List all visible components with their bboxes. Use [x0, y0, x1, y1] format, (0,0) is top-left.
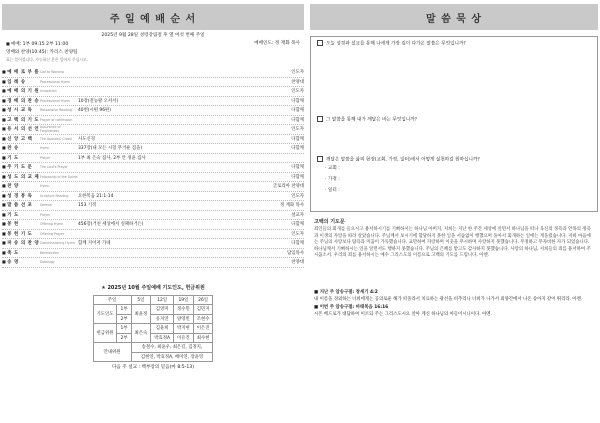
square-icon: ■ [2, 259, 7, 265]
last-week-verse [310, 290, 598, 303]
order-item-english: The Apostles' Creed [40, 136, 72, 141]
order-item-english: Responsive Reading [40, 108, 73, 113]
order-item-name: ■경 배 의 찬 송 [2, 97, 40, 104]
order-row [2, 182, 304, 192]
order-item-desc: 요한복음 21:1-14 [78, 193, 114, 199]
practice-line: · 일터 : [325, 187, 340, 193]
order-item-person: 정 재화 목사 [280, 203, 304, 209]
square-icon: ■ [2, 211, 7, 217]
order-item-english: Call to Worship [40, 70, 64, 75]
order-item-person: 다함께 [291, 117, 304, 123]
checkbox-icon [317, 40, 323, 46]
order-item-name: ■봉 헌 기 도 [2, 230, 33, 237]
order-row [2, 239, 304, 249]
order-item-english: Prayer [40, 212, 51, 217]
order-item-english: Prayer [40, 155, 51, 160]
order-item-name: ■봉 헌 [2, 221, 19, 228]
order-item-name: ■축 도 [2, 249, 19, 256]
preacher: 예배인도: 정 재화 목사 [254, 40, 300, 46]
this-week-verse [310, 305, 598, 318]
duty-cell: 박지현 [174, 324, 194, 334]
duty-lead: 최은숙 [131, 324, 151, 343]
usher-names: 김현연, 박효정A, 배미연, 장윤영 [131, 352, 213, 362]
worship-order-title: 주 일 예 배 순 서 [2, 4, 304, 30]
duty-header-cell: 12일 [151, 295, 174, 305]
duty-cell: 김윤희 [151, 324, 174, 334]
duty-cell: 이은진 [193, 324, 213, 334]
duty-cell: 김영미 [151, 305, 174, 315]
duty-header-cell: 5일 [131, 295, 151, 305]
order-item-person: 담임목사 [287, 250, 304, 256]
duty-cell: 유지연 [151, 314, 174, 324]
practice-line: · 가정 : [325, 176, 340, 182]
order-row [2, 173, 304, 183]
next-week-sermon: 다음 주 설교 : 백부장의 믿음(마 8:5-13) [111, 365, 195, 371]
duty-title: ★ 2025년 10월 주일예배 기도인도, 헌금위원 [101, 284, 205, 291]
order-item-person: 찬양대 [291, 260, 304, 266]
service-info [2, 30, 304, 68]
order-row [2, 116, 304, 126]
square-icon: ■ [2, 164, 7, 170]
square-icon: ■ [2, 202, 7, 208]
order-item-name: ■파 송 의 찬 양 [2, 240, 40, 247]
order-row [2, 211, 304, 221]
question-2: 그 말씀을 통해 내가 깨달은 바는 무엇입니까? [311, 113, 597, 153]
meditation-panel [310, 4, 598, 318]
order-item-name: ■찬 송 [2, 145, 19, 152]
order-item-person: 인도자 [291, 127, 304, 133]
meditation-title: 말 씀 묵 상 [310, 4, 598, 30]
order-item-person: 인도자 [291, 231, 304, 237]
square-icon: ■ [2, 173, 7, 179]
order-row [2, 97, 304, 107]
worship-order-panel [2, 4, 304, 370]
order-item-name: ■신 앙 고 백 [2, 135, 33, 142]
duty-header-row [93, 295, 213, 305]
order-item-person: 다함께 [291, 165, 304, 171]
order-item-name: ■예 배 로 부 름 [2, 69, 40, 76]
duty-part: 2부 [117, 314, 131, 324]
table-row [93, 305, 213, 315]
order-item-english: Fellowship of the Saints [40, 174, 78, 179]
duty-cell: 최수현 [193, 333, 213, 343]
square-icon: ■ [314, 305, 320, 311]
order-item-person: 다함께 [291, 98, 304, 104]
order-item-person: 다함께 [291, 136, 304, 142]
order-row [2, 192, 304, 202]
order-item-name: ■송 영 [2, 259, 19, 266]
order-item-person: 다함께 [291, 222, 304, 228]
square-icon: ■ [2, 221, 7, 227]
order-item-name: ■예 배 의 기 원 [2, 88, 40, 95]
youth-worship: 영배와 찬양(10:45): 카리스 찬양팀 [6, 49, 78, 55]
star-icon: ★ [101, 284, 108, 291]
worship-times: ■예배: 1부 09:15 2부 11:00 [6, 40, 69, 47]
order-item-english: Benediction [40, 250, 59, 255]
order-item-name: ■성 시 교 독 [2, 107, 33, 114]
prayer-text: 죄인들의 회개를 들으시고 용서하시기를 기뻐하시는 하나님 아버지, 저희는 지난 한 주간 세상에 살면서 하나님을 떠나 육신의 정욕과 안목의 정욕과 이생의 자랑을 따라 살았습니다. 주님께서 보시기에 합당하지 못한 일을 서슴없이 행했으며 돌아서 회개하는 일에는 게을렀습니다. 저희 마음에는 주님의 사랑보다 탐욕과 미움이 가득했습니다. 교만하여 자랑하며 이웃을 무시하며 사랑하지 못했습니다. 무정하고 무자비한 자가 되었습니다. 하나님께서 기뻐하시는 일을 알면서도 행하지 못했습니다. 주님의 은혜를 받고도 감사하지 못했습니다. 사랑의 하나님, 저희들의 죄를 용서하여 주시옵소서. 우리의 죄를 용서하시는 예수 그리스도의 이름으로 고백의 기도를 드립니다. 아멘. [314, 227, 591, 259]
order-item-english: The Lord's Prayer [40, 165, 68, 170]
order-item-english: Offering Hymn [40, 222, 64, 227]
order-item-name: ■고 백 의 기 도 [2, 116, 40, 123]
order-item-person: 글로리아 찬양대 [272, 184, 304, 190]
order-item-name: ■말 씀 선 포 [2, 202, 33, 209]
square-icon: ■ [2, 69, 7, 75]
order-item-desc: 10장(전능왕 오셔서) [78, 98, 119, 104]
order-item-person: 찬양대 [291, 79, 304, 85]
order-item-name: ■주 기 도 문 [2, 164, 33, 171]
order-item-desc: 함께 지어져 가네 [78, 241, 111, 247]
order-row [2, 154, 304, 164]
duty-header-cell: 19일 [174, 295, 194, 305]
date-line: 2025년 9월 28일 성령강림절 후 열 여섯 번째 주일 [101, 33, 205, 38]
checkbox-icon [317, 156, 323, 162]
order-item-desc: 40번(시편 96편) [78, 108, 111, 114]
square-icon: ■ [2, 183, 7, 189]
order-item-name: ■용 서 의 선 언 [2, 126, 40, 133]
duty-part: 2부 [117, 333, 131, 343]
order-item-english: Sermon [40, 203, 53, 208]
order-item-name: ■입 례 송 [2, 78, 26, 85]
question-3: 깨달은 말씀을 삶의 현장(교회, 가정, 일터)에서 어떻게 실천하길 원하십니까? · 교회 : · 가정 : · 일터 : [311, 153, 597, 211]
square-icon: ■ [6, 40, 10, 46]
this-week-verse-title: ■ 이번 주 암송구절: 마태복음 16:16 [314, 305, 389, 311]
order-item-person: 설교자 [291, 212, 304, 218]
standing-note: 표는 일어섭니다. 가능하신 분은 일어서 주십시오. [6, 57, 88, 63]
order-item-english: Assurance of Forgiveness [40, 125, 61, 134]
order-row [2, 125, 304, 135]
order-row [2, 258, 304, 268]
square-icon: ■ [2, 116, 7, 122]
order-row [2, 68, 304, 78]
checkbox-icon [317, 116, 323, 122]
square-icon: ■ [2, 88, 7, 94]
last-week-verse-title: ■ 지난 주 암송구절: 창세기 4:2 [314, 289, 378, 295]
usher-names: 송철수, 최윤우, 최은길, 김정지, [131, 343, 213, 353]
order-row [2, 144, 304, 154]
order-item-name: ■찬 양 [2, 183, 19, 190]
square-icon: ■ [2, 192, 7, 198]
order-item-person: 인도자 [291, 70, 304, 76]
duty-cell: 조현수 [193, 314, 213, 324]
order-row [2, 106, 304, 116]
order-item-desc: 337장(내 모든 시험 무거운 짐을) [78, 146, 143, 152]
order-row [2, 249, 304, 259]
order-item-english: Invocation [40, 89, 57, 94]
question-1: 오늘 성경과 설교를 통해 나에게 가장 깊이 다가온 말씀은 무엇입니까? [311, 37, 597, 113]
order-row [2, 220, 304, 230]
order-row [2, 87, 304, 97]
order-list [2, 68, 304, 268]
order-item-english: Offering Prayer [40, 231, 65, 236]
order-item-person: 인도자 [291, 193, 304, 199]
duty-header-cell: 26일 [193, 295, 213, 305]
order-row [2, 163, 304, 173]
order-item-person: 인도자 [291, 89, 304, 95]
order-item-desc: 456장(거친 세상에서 실패하거든) [78, 222, 144, 228]
order-row [2, 230, 304, 240]
duty-header-cell: 주일 [93, 295, 131, 305]
square-icon: ■ [2, 249, 7, 255]
duty-lead: 최윤정 [131, 305, 151, 324]
last-week-verse-text: 내 이름을 경외하는 너희에게는 공의로운 해가 떠올라서 치료하는 광선을 비추리니 너희가 나가서 외양간에서 나온 송아지 같이 뛰리라. 아멘. [314, 296, 583, 302]
duty-group: 헌금위원 [93, 324, 117, 343]
order-item-person: 다함께 [291, 174, 304, 180]
square-icon: ■ [2, 97, 7, 103]
square-icon: ■ [2, 145, 7, 151]
practice-lines [325, 163, 591, 196]
duty-cell: 박효정A [151, 333, 174, 343]
order-item-desc: 사도신경 [78, 136, 95, 142]
order-row [2, 135, 304, 145]
prayer-title: 고백의 기도문 [314, 219, 345, 225]
question-box [310, 36, 598, 212]
order-row [2, 201, 304, 211]
duty-group: 기도인도 [93, 305, 117, 324]
order-item-english: Commissioning Hymn [40, 241, 75, 246]
order-item-english: Doxology [40, 260, 55, 265]
square-icon: ■ [2, 230, 7, 236]
this-week-verse-text: 시몬 베드로가 대답하여 이르되 주는 그리스도시요 살아 계신 하나님의 아들이시니이다. 아멘. [314, 311, 492, 317]
order-item-english: Processional Hymn [40, 79, 71, 84]
order-item-person: 다함께 [291, 146, 304, 152]
duty-group: 안내위원 [93, 343, 131, 362]
duty-cell: 김민지 [193, 305, 213, 315]
order-item-desc: 1부 최 은숙 집사, 2부 안 정윤 집사 [78, 155, 146, 161]
table-row [93, 324, 213, 334]
order-item-name: ■성 도 의 교 제 [2, 173, 40, 180]
order-item-name: ■기 도 [2, 154, 19, 161]
duty-part: 1부 [117, 324, 131, 334]
square-icon: ■ [2, 154, 7, 160]
duty-cell: 정수민 [174, 305, 194, 315]
order-item-person: 다함께 [291, 108, 304, 114]
square-icon: ■ [2, 126, 7, 132]
duty-part: 1부 [117, 305, 131, 315]
order-item-name: ■기 도 [2, 211, 19, 218]
square-icon: ■ [2, 78, 7, 84]
duty-table [93, 295, 214, 363]
square-icon: ■ [314, 289, 320, 295]
order-item-english: Scripture Reading [40, 193, 69, 198]
square-icon: ■ [2, 135, 7, 141]
order-item-english: Prayer of confession [40, 117, 73, 122]
duty-cell: 양영빈 [174, 314, 194, 324]
practice-line: · 교회 : [325, 165, 340, 171]
order-item-english: Processional Hymn [40, 98, 71, 103]
square-icon: ■ [2, 107, 7, 113]
square-icon: ■ [2, 240, 7, 246]
order-row [2, 78, 304, 88]
order-item-desc: 153 기적 [78, 203, 97, 209]
order-item-english: Hymn [40, 146, 50, 151]
order-item-name: ■성 경 봉 독 [2, 192, 33, 199]
order-item-person: 다함께 [291, 241, 304, 247]
order-item-english: Hymn [40, 184, 50, 189]
duty-cell: 이유진 [174, 333, 194, 343]
table-row [93, 343, 213, 353]
